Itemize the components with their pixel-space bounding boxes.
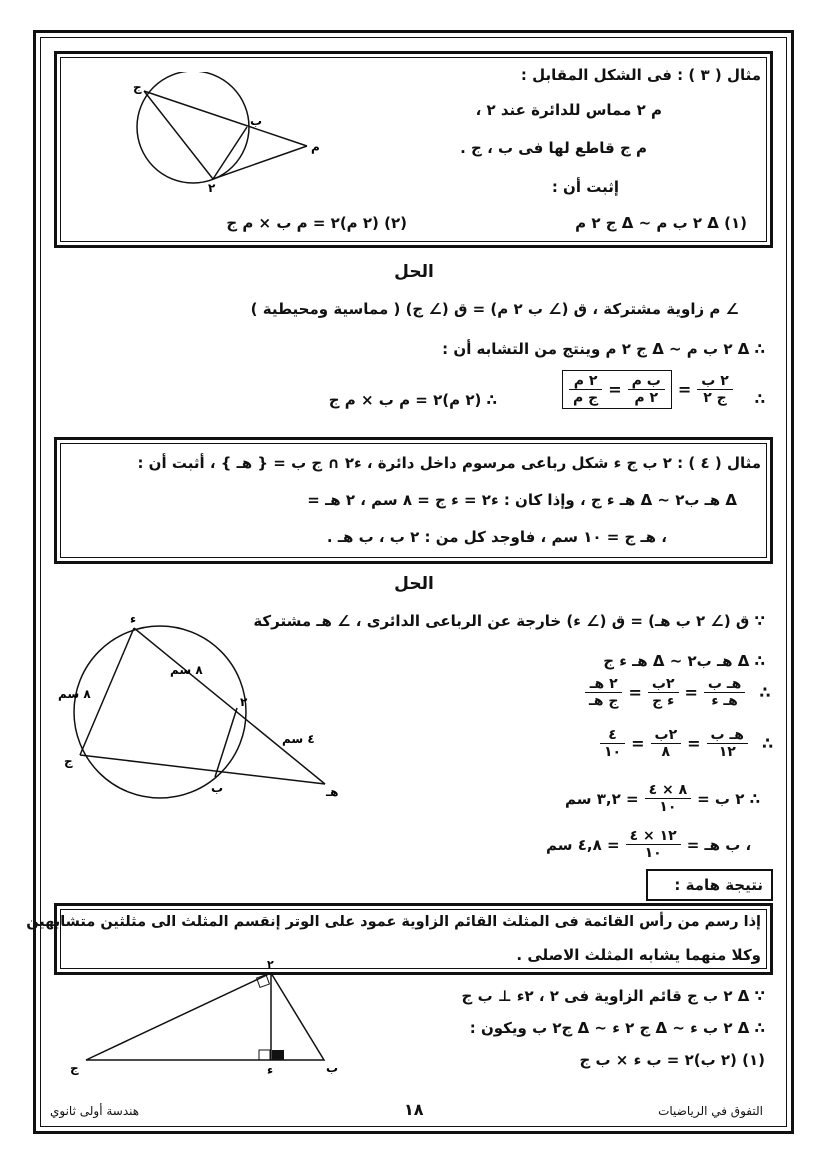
example4-figure — [50, 612, 350, 802]
ratio-fraction: $\frac{\text{٢ب}}{\text{ء ج}}$ — [648, 676, 679, 709]
circle — [137, 72, 249, 183]
footer-right: التفوق في الرياضيات — [658, 1104, 763, 1118]
tri-line3: (١) (٢ ب)٢ = ب ء × ب ج — [579, 1051, 765, 1069]
triangle-abj — [86, 973, 324, 1060]
footer-left: هندسة أولى ثانوي — [50, 1104, 140, 1118]
solution1-heading: الحل — [394, 262, 434, 282]
chord-ja — [144, 91, 213, 179]
label-d: ء — [130, 612, 137, 626]
label-b: ب — [326, 1061, 339, 1075]
secant-line — [144, 91, 307, 146]
solution1-result: ∴ (٢ م)٢ = م ب × م ج — [328, 391, 497, 409]
bh-fraction: $\frac{١٢ \times ٤}{١٠}$ — [626, 828, 681, 861]
tangent-line — [213, 146, 307, 179]
ratio-fraction: $\frac{\text{٢ب}}{٨}$ — [651, 727, 682, 760]
right-angle-mark-d-right — [272, 1050, 284, 1060]
example4-line1: مثال ( ٤ ) : ٢ ب ج ء شكل رباعى مرسوم داخل دائرة ، ء٢ ∩ ج ب = { هـ } ، أثبت أن : — [137, 454, 761, 472]
ratio-fraction: $\frac{\text{٢ هـ}}{\text{ج هـ}}$ — [585, 676, 622, 709]
label-4cm: ٤ سم — [282, 732, 315, 746]
ratio-fraction: $\frac{\text{هـ ب}}{١٢}$ — [707, 727, 748, 760]
solution2-line1: ∵ ق (∠ ٢ ب هـ) = ق (∠ ء) خارجة عن الرباعى الدائرى ، ∠ هـ مشتركة — [253, 612, 765, 630]
solution1-line2: ∴ Δ ٢ ب م ~ Δ ج ٢ م وينتج من التشابه أن : — [442, 340, 765, 358]
label-a: ٢ — [208, 181, 216, 195]
label-h: هـ — [326, 785, 339, 799]
note-title: نتيجة هامة : — [674, 876, 763, 894]
right-triangle-figure — [62, 958, 352, 1076]
line-dh — [134, 628, 325, 784]
label-m: م — [311, 140, 320, 154]
ratio-fraction: $\frac{\text{٢ م}}{\text{ج م}}$ — [569, 373, 602, 406]
label-b: ب — [211, 781, 224, 795]
ab-fraction: $\frac{٨ \times ٤}{١٠}$ — [645, 782, 692, 815]
ratio-fraction: $\frac{\text{هـ ب}}{\text{هـ ء}}$ — [704, 676, 745, 709]
note-body-1: إذا رسم من رأس القائمة فى المثلث القائم الزاوية عمود على الوتر إنقسم المثلث الى مثلثين متشابهين — [26, 914, 761, 930]
tri-line2: ∴ Δ ٢ ب ء ~ Δ ج ٢ ء ~ Δ ج٢ ب ويكون : — [469, 1019, 765, 1037]
solution1-line1: ∠ م زاوية مشتركة ، ق (∠ ب ٢ م) = ق (∠ ج) ( مماسية ومحيطية ) — [250, 300, 739, 318]
ratio-row-2: $\frac{٤}{١٠}$ = $\frac{\text{٢ب}}{٨}$ = $\frac{\text{هـ ب}}{١٢}$ ∴ — [600, 727, 773, 760]
example3-req1: (١) Δ ٢ ب م ~ Δ ج ٢ م — [575, 214, 747, 232]
label-j: ج — [64, 754, 73, 768]
right-angle-mark-d-left — [259, 1050, 270, 1060]
label-j: ج — [133, 80, 142, 94]
example3-prove: إثبت أن : — [551, 178, 619, 196]
page-number: ١٨ — [404, 1100, 424, 1119]
example3-req2: (٢) (٢ م)٢ = م ب × م ج — [226, 214, 407, 232]
label-a: ٢ — [267, 958, 274, 971]
ab-row: = ٣,٢ سم $\frac{٨ \times ٤}{١٠}$ ∴ ٢ ب = — [565, 782, 761, 815]
label-a: ٢ — [240, 695, 248, 709]
ratio-fraction: $\frac{٤}{١٠}$ — [600, 727, 625, 760]
label-8cm-b: ٨ سم — [58, 687, 91, 701]
note-body-2: وكلا منهما يشابه المثلث الاصلى . — [516, 946, 761, 964]
example4-line3: ، هـ ج = ١٠ سم ، فاوجد كل من : ٢ ب ، ب هـ . — [326, 528, 667, 546]
bh-row: = ٤,٨ سم $\frac{١٢ \times ٤}{١٠}$ ، ب هـ = — [546, 828, 752, 861]
line-jh — [80, 755, 325, 784]
note-title-box — [646, 869, 773, 901]
ratio-fraction: $\frac{\text{٢ ب}}{\text{ج ٢}}$ — [697, 373, 733, 406]
solution1-therefore: ∴ — [754, 390, 765, 408]
solution2-heading: الحل — [394, 574, 434, 594]
label-8cm-a: ٨ سم — [170, 663, 203, 677]
label-j: ج — [70, 1061, 79, 1075]
ratio-fraction: $\frac{\text{ب م}}{\text{٢ م}}$ — [628, 373, 665, 406]
label-b: ب — [250, 114, 263, 128]
label-d: ء — [267, 1063, 274, 1076]
example3-figure — [125, 72, 325, 197]
ratio-box: $\frac{\text{٢ م}}{\text{ج م}}$ = $\frac{\text{ب م}}{\text{٢ م}}$ — [562, 370, 672, 409]
tri-line1: ∵ Δ ٢ ب ج قائم الزاوية فى ٢ ، ٢ء ⊥ ب ج — [461, 987, 765, 1005]
example4-line2: Δ هـ ب٢ ~ Δ هـ ء ج ، وإذا كان : ء٢ = ء ج = ٨ سم ، ٢ هـ = — [307, 491, 737, 509]
solution2-line2: ∴ Δ هـ ب٢ ~ Δ هـ ء ج — [603, 652, 765, 670]
ratios-row: $\frac{\text{٢ م}}{\text{ج م}}$ = $\frac{\text{ب م}}{\text{٢ م}}$ = $\frac{\text{٢ ب}}{\text{ج ٢}}$ — [562, 370, 733, 409]
example3-line2: م ج قاطع لها فى ب ، ج . — [460, 139, 647, 157]
example3-line1: م ٢ مماس للدائرة عند ٢ ، — [475, 101, 662, 119]
ratio-row-1: $\frac{\text{٢ هـ}}{\text{ج هـ}}$ = $\frac{\text{٢ب}}{\text{ء ج}}$ = $\frac{\text{هـ ب}}{\text{هـ ء}}$ ∴ — [585, 676, 770, 709]
example3-title: مثال ( ٣ ) : فى الشكل المقابل : — [520, 66, 761, 84]
